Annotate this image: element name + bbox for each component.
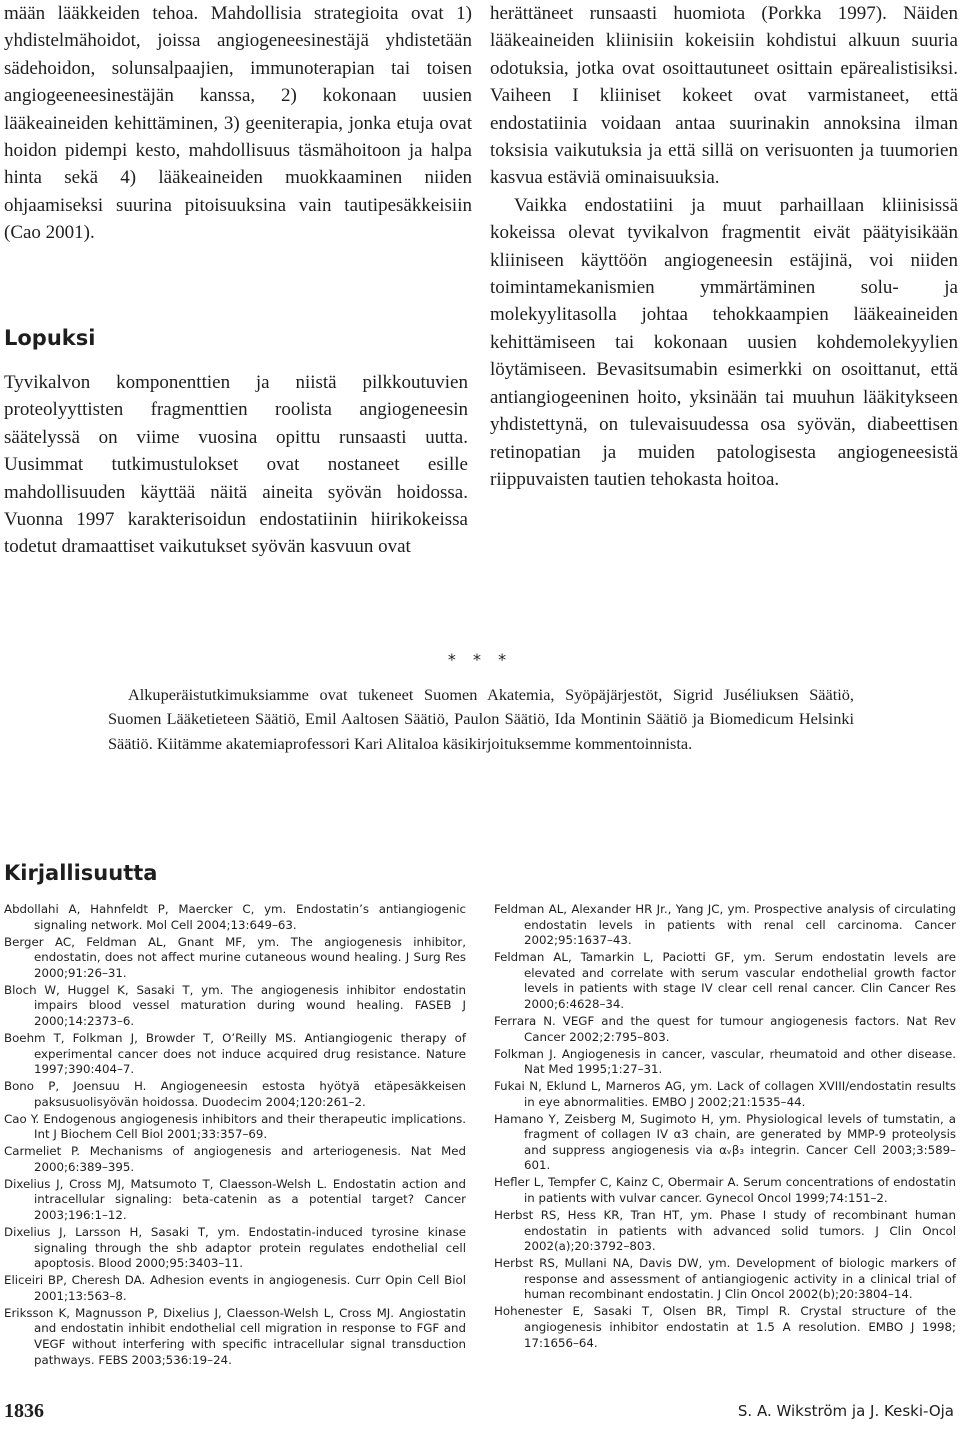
reference-entry: Herbst RS, Hess KR, Tran HT, ym. Phase I study of recombinant human endostatin in patients with advanced solid tumors. J Clin Oncol 2002(a);20:3792–803.: [494, 1208, 956, 1254]
reference-entry: Bloch W, Huggel K, Sasaki T, ym. The angiogenesis inhibitor endostatin impairs blood vessel maturation during wound healing. FASEB J 2000;14:2373–6.: [4, 982, 466, 1028]
body-paragraph: Vaikka endostatiini ja muut parhaillaan kliinisissä kokeissa olevat tyvikalvon fragmentit eivät päätyisikään kliiniseen käyttöön angiogeneesin estäjinä, voi niiden toimintamekanismien ymmärtäminen solu- ja molekyylitasolla johtaa tehokkaampien lääkeaineiden kehittämiseen tai kokonaan uusien kohdemolekyylien löytämiseen. Bevasitsumabin esimerkki on osoittanut, että antiangiogeeninen hoito, yksinään tai muuhun lääkitykseen yhdistettynä, on tulevaisuudessa osa syövän, diabeettisen retinopatian ja muiden patologisesta angiogeneesistä riippuvaisten tautien tehokasta hoitoa.: [490, 194, 958, 490]
reference-entry: Bono P, Joensuu H. Angiogeneesin estosta hyötyä etäpesäkkeisen paksusuolisyövän hoidossa. Duodecim 2004;120:261–2.: [4, 1079, 466, 1109]
left-column: [4, 0, 472, 247]
references-heading: Kirjallisuutta: [4, 861, 158, 885]
section-separator: * * *: [447, 650, 513, 669]
reference-entry: Dixelius J, Cross MJ, Matsumoto T, Claesson-Welsh L. Endostatin action and intracellular signaling: beta-catenin as a potential target? Cancer 2003;196:1–12.: [4, 1176, 466, 1223]
body-paragraph: herättäneet runsaasti huomiota (Porkka 1997). Näiden lääkeaineiden kliinisiin kokeisiin kohdistui alkuun suuria odotuksia, jotka ovat osoittautuneet osittain epärealistisiksi. Vaiheen I kliiniset kokeet ovat varmistaneet, että endostatiinia voidaan antaa suurinakin annoksina ilman toksisia vaikutuksia ja että sillä on verisuonten ja tuumorien kasvua estäviä ominaisuuksia.: [490, 3, 958, 189]
reference-entry: Abdollahi A, Hahnfeldt P, Maercker C, ym. Endostatin’s antiangiogenic signaling network. Mol Cell 2004;13:649–63.: [4, 902, 466, 932]
reference-entry: Carmeliet P. Mechanisms of angiogenesis and arteriogenesis. Nat Med 2000;6:389–395.: [4, 1144, 466, 1174]
reference-entry: Ferrara N. VEGF and the quest for tumour angiogenesis factors. Nat Rev Cancer 2002;2:795–803.: [494, 1013, 956, 1044]
section-heading: Lopuksi: [4, 326, 96, 350]
body-paragraph: mään lääkkeiden tehoa. Mahdollisia strategioita ovat 1) yhdistelmähoidot, joissa angiogeneesinestäjä yhdistetään sädehoidon, solunsalpaajien, immunoterapian tai toisen angiogeeneesinestäjän kanssa, 2) kokonaan uusien lääkeaineiden kehittäminen, 3) geeniterapia, jonka etuja ovat hoidon pidempi kesto, mahdollisuus täsmähoitoon ja halpa hinta sekä 4) lääkeaineiden muokkaaminen niiden ohjaamiseksi suurina pitoisuuksina vain tautipesäkkeisiin (Cao 2001).: [4, 3, 472, 244]
reference-entry: Eliceiri BP, Cheresh DA. Adhesion events in angiogenesis. Curr Opin Cell Biol 2001;13:563–8.: [4, 1273, 466, 1303]
reference-entry: Eriksson K, Magnusson P, Dixelius J, Claesson-Welsh L, Cross MJ. Angiostatin and endostatin inhibit endothelial cell migration in response to FGF and VEGF without interfering with specific intracellular signal transduction pathways. FEBS 2003;536:19–24.: [4, 1305, 466, 1367]
running-authors: S. A. Wikström ja J. Keski-Oja: [737, 1402, 954, 1420]
reference-entry: Berger AC, Feldman AL, Gnant MF, ym. The angiogenesis inhibitor, endostatin, does not affect murine cutaneous wound healing. J Surg Res 2000;91:26–31.: [4, 934, 466, 980]
reference-entry: Hamano Y, Zeisberg M, Sugimoto H, ym. Physiological levels of tumstatin, a fragment of collagen IV α3 chain, are generated by MMP-9 proteolysis and suppress angiogenesis via αᵥβ₃ integrin. Cancer Cell 2003;3:589–601.: [494, 1111, 956, 1173]
reference-entry: Cao Y. Endogenous angiogenesis inhibitors and their therapeutic implications. Int J Biochem Cell Biol 2001;33:357–69.: [4, 1111, 466, 1142]
page-footer: [0, 1396, 960, 1426]
reference-entry: Herbst RS, Mullani NA, Davis DW, ym. Development of biologic markers of response and assessment of antiangiogenic activity in a clinical trial of human recombinant endostatin. J Clin Oncol 2002(b);20:3804–14.: [494, 1256, 956, 1302]
acknowledgement-paragraph: Alkuperäistutkimuksiamme ovat tukeneet Suomen Akatemia, Syöpäjärjestöt, Sigrid Juséliuksen Säätiö, Suomen Lääketieteen Säätiö, Emil Aaltosen Säätiö, Paulon Säätiö, Ida Montinin Säätiö ja Biomedicum Helsinki Säätiö. Kiitämme akatemiaprofessori Kari Alitaloa käsikirjoituksemme kommentoinnista.: [108, 685, 854, 753]
references-left-column: [4, 902, 466, 1370]
reference-entry: Dixelius J, Larsson H, Sasaki T, ym. Endostatin-induced tyrosine kinase signaling through the shb adaptor protein regulates endothelial cell apoptosis. Blood 2000;95:3403–11.: [4, 1225, 466, 1271]
reference-entry: Feldman AL, Alexander HR Jr., Yang JC, ym. Prospective analysis of circulating endostatin levels in patients with renal cell carcinoma. Cancer 2002;95:1637–43.: [494, 902, 956, 948]
body-paragraph: Tyvikalvon komponenttien ja niistä pilkkoutuvien proteolyyttisten fragmenttien roolista angiogeneesin säätelyssä on viime vuosina opittu runsaasti uutta. Uusimmat tutkimustulokset ovat nostaneet esille mahdollisuuden käyttää näitä aineita syövän hoidossa. Vuonna 1997 karakterisoidun endostatiinin hiirikokeissa todetut dramaattiset vaikutukset syövän kasvuun ovat: [4, 372, 468, 558]
reference-entry: Hefler L, Tempfer C, Kainz C, Obermair A. Serum concentrations of endostatin in patients with vulvar cancer. Gynecol Oncol 1999;74:151–2.: [494, 1175, 956, 1206]
reference-entry: Boehm T, Folkman J, Browder T, O’Reilly MS. Antiangiogenic therapy of experimental cancer does not induce acquired drug resistance. Nature 1997;390:404–7.: [4, 1030, 466, 1077]
page-number: 1836: [4, 1400, 44, 1422]
reference-entry: Fukai N, Eklund L, Marneros AG, ym. Lack of collagen XVIII/endostatin results in eye abnormalities. EMBO J 2002;21:1535–44.: [494, 1079, 956, 1109]
reference-entry: Feldman AL, Tamarkin L, Paciotti GF, ym. Serum endostatin levels are elevated and correlate with serum vascular endothelial growth factor levels in patients with stage IV clear cell renal cancer. Clin Cancer Res 2000;6:4628–34.: [494, 950, 956, 1011]
reference-entry: Folkman J. Angiogenesis in cancer, vascular, rheumatoid and other disease. Nat Med 1995;1:27–31.: [494, 1046, 956, 1077]
references-right-column: [494, 902, 956, 1353]
reference-entry: Hohenester E, Sasaki T, Olsen BR, Timpl R. Crystal structure of the angiogenesis inhibitor endostatin at 1.5 A resolution. EMBO J 1998; 17:1656–64.: [494, 1304, 956, 1350]
right-column: [490, 0, 958, 493]
